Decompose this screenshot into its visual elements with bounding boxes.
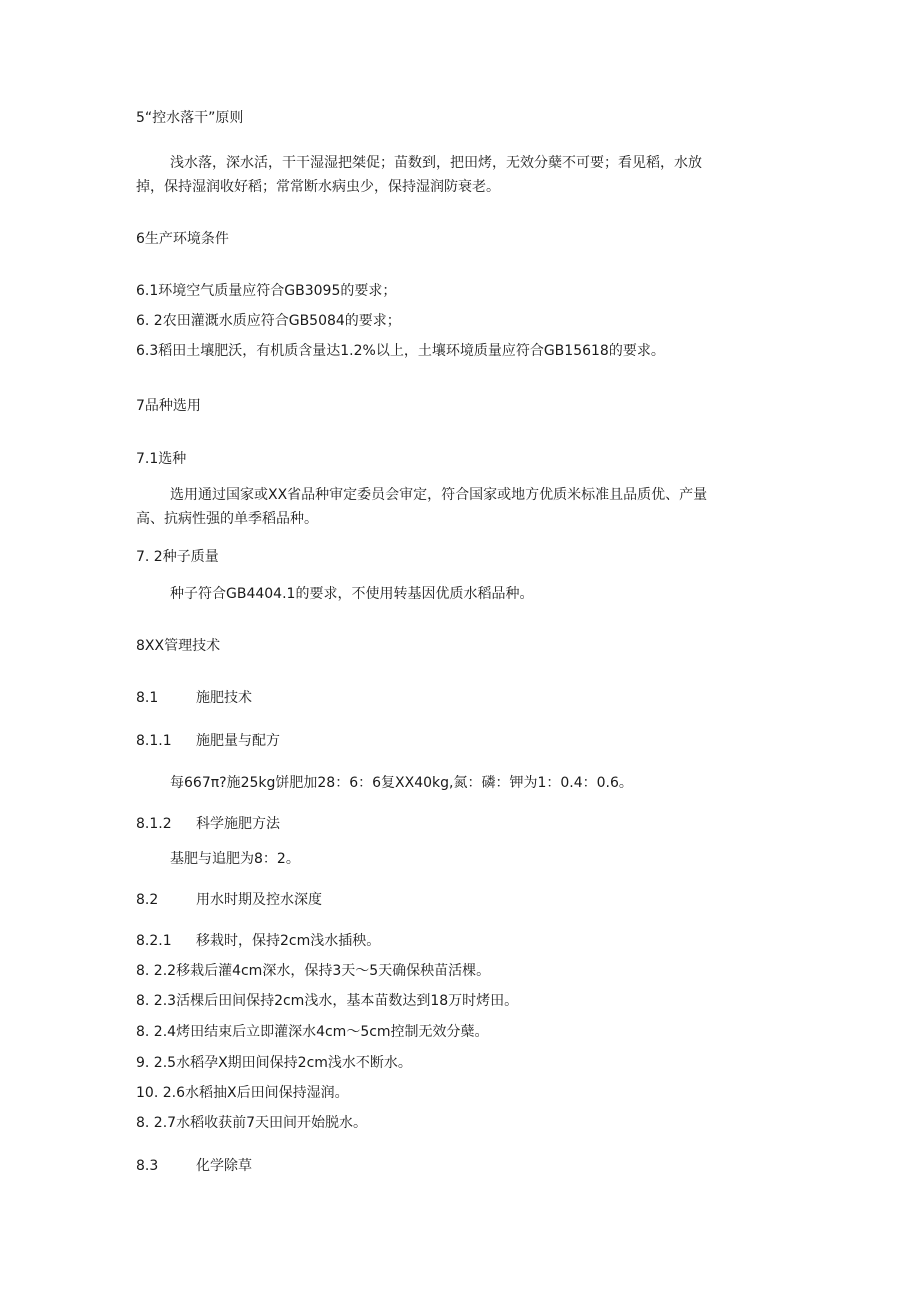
section-8-1-2-number: 8.1.2 bbox=[136, 816, 172, 832]
section-8-heading: 8XX管理技术 bbox=[136, 638, 221, 654]
section-8-3-heading bbox=[136, 1156, 252, 1176]
section-8-3-number: 8.3 bbox=[136, 1158, 159, 1174]
section-8-1-heading bbox=[136, 688, 252, 708]
section-8-2-1-body: 移栽时，保持2cm浅水插秧。 bbox=[196, 933, 381, 949]
section-7-1-heading: 7.1选种 bbox=[136, 451, 187, 467]
section-5-body-line-1: 浅水落，深水活，干干湿湿把桀促；苗数到，把田烤，无效分蘖不可要；看见稻，水放 bbox=[170, 155, 702, 171]
section-7-2-heading: 7. 2种子质量 bbox=[136, 549, 219, 565]
section-5-body-line-2: 掉，保持湿润收好稻；常常断水病虫少，保持湿润防衰老。 bbox=[136, 179, 500, 195]
section-8-2-6: 10. 2.6水稻抽X后田间保持湿润。 bbox=[136, 1085, 349, 1101]
section-8-2-heading bbox=[136, 890, 322, 910]
section-8-2-5: 9. 2.5水稻孕X期田间保持2cm浅水不断水。 bbox=[136, 1055, 412, 1071]
section-8-2-1 bbox=[136, 931, 380, 951]
section-7-heading: 7品种选用 bbox=[136, 398, 201, 414]
section-8-2-1-number: 8.2.1 bbox=[136, 933, 172, 949]
section-8-2-4: 8. 2.4烤田结束后立即灌深水4cm～5cm控制无效分蘖。 bbox=[136, 1024, 489, 1040]
section-8-2-title: 用水时期及控水深度 bbox=[196, 892, 322, 908]
section-8-1-1-number: 8.1.1 bbox=[136, 733, 172, 749]
section-5-heading: 5“控水落干”原则 bbox=[136, 110, 244, 126]
section-6-1: 6.1环境空气质量应符合GB3095的要求； bbox=[136, 283, 397, 299]
section-7-2-body: 种子符合GB4404.1的要求，不使用转基因优质水稻品种。 bbox=[170, 586, 534, 602]
section-6-2: 6. 2农田灌溉水质应符合GB5084的要求； bbox=[136, 313, 401, 329]
section-8-1-number: 8.1 bbox=[136, 690, 159, 706]
section-8-2-3: 8. 2.3活棵后田间保持2cm浅水，基本苗数达到18万时烤田。 bbox=[136, 993, 519, 1009]
section-7-1-body-line-2: 高、抗病性强的单季稻品种。 bbox=[136, 511, 318, 527]
section-8-1-1-body: 每667π?施25kg饼肥加28：6：6复XX40kg,氮：磷：钾为1：0.4：0.6。 bbox=[170, 775, 633, 791]
section-8-2-2: 8. 2.2移栽后灌4cm深水，保持3天～5天确保秧苗活棵。 bbox=[136, 963, 491, 979]
section-8-1-1-title: 施肥量与配方 bbox=[196, 733, 280, 749]
section-8-1-2-title: 科学施肥方法 bbox=[196, 816, 280, 832]
section-8-2-7: 8. 2.7水稻收获前7天田间开始脱水。 bbox=[136, 1115, 367, 1131]
section-8-2-number: 8.2 bbox=[136, 892, 159, 908]
section-7-1-body-line-1: 选用通过国家或XX省品种审定委员会审定，符合国家或地方优质米标准且品质优、产量 bbox=[170, 487, 708, 503]
section-8-1-2-heading bbox=[136, 814, 280, 834]
section-8-3-title: 化学除草 bbox=[196, 1158, 252, 1174]
section-6-heading: 6生产环境条件 bbox=[136, 231, 229, 247]
section-8-1-1-heading bbox=[136, 731, 280, 751]
section-6-3: 6.3稻田土壤肥沃，有机质含量达1.2%以上，土壤环境质量应符合GB15618的要求。 bbox=[136, 343, 665, 359]
section-8-1-2-body: 基肥与追肥为8：2。 bbox=[170, 851, 300, 867]
section-8-1-title: 施肥技术 bbox=[196, 690, 252, 706]
